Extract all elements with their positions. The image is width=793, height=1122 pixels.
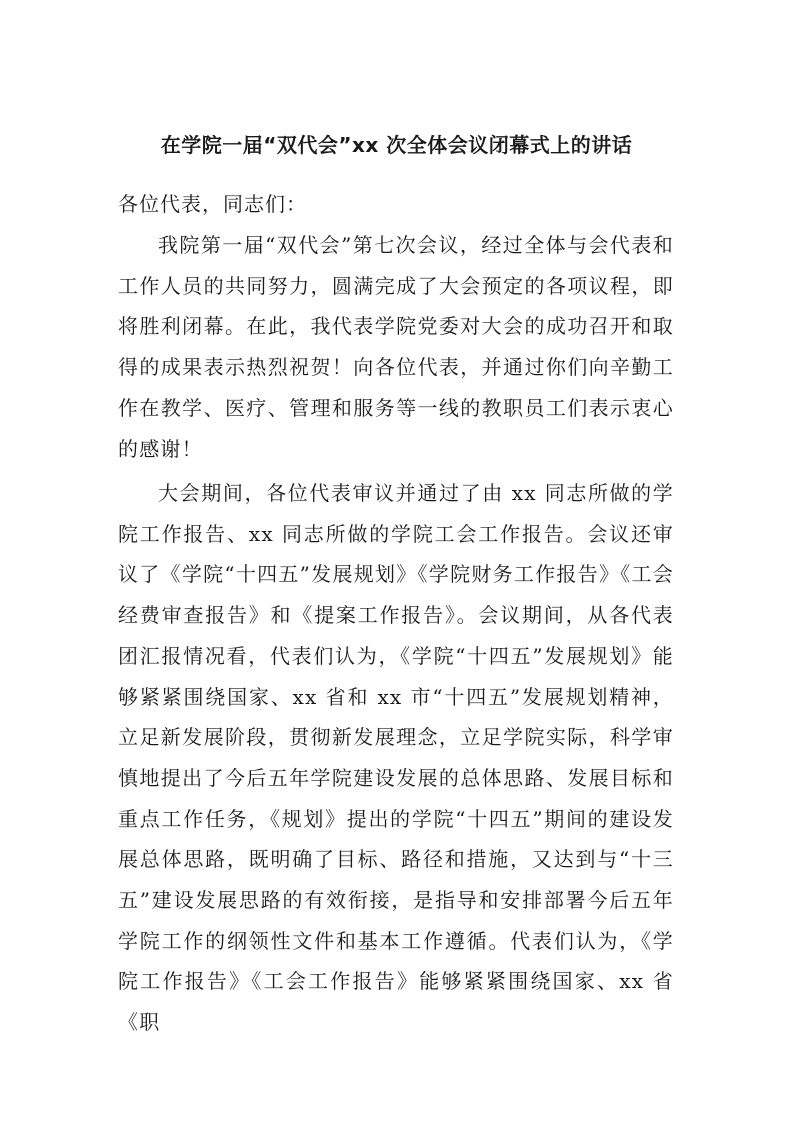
body-paragraph-1: 我院第一届“双代会”第七次会议，经过全体与会代表和工作人员的共同努力，圆满完成了大会预定的各项议程，即将胜利闭幕。在此，我代表学院党委对大会的成功召开和取得的成果表示热烈祝贺！向各位代表，并通过你们向辛勤工作在教学、医疗、管理和服务等一线的教职员工们表示衷心的感谢！ <box>118 233 674 461</box>
body-paragraph-2: 大会期间，各位代表审议并通过了由 xx 同志所做的学院工作报告、xx 同志所做的学院工会工作报告。会议还审议了《学院“十四五”发展规划》《学院财务工作报告》《工会经费审查报告》和《提案工作报告》。会议期间，从各代表团汇报情况看，代表们认为，《学院“十四五”发展规划》能够紧紧围绕国家、xx 省和 xx 市“十四五”发展规划精神，立足新发展阶段，贯彻新发展理念，立足学院实际，科学审慎地提出了今后五年学院建设发展的总体思路、发展目标和重点工作任务，《规划》提出的学院“十四五”期间的建设发展总体思路，既明确了目标、路径和措施，又达到与“十三五”建设发展思路的有效衔接，是指导和安排部署今后五年学院工作的纲领性文件和基本工作遵循。代表们认为，《学院工作报告》《工会工作报告》能够紧紧围绕国家、xx 省《职 <box>118 481 674 1035</box>
salutation: 各位代表，同志们： <box>118 192 307 216</box>
document-title: 在学院一届“双代会”xx 次全体会议闭幕式上的讲话 <box>160 133 633 157</box>
